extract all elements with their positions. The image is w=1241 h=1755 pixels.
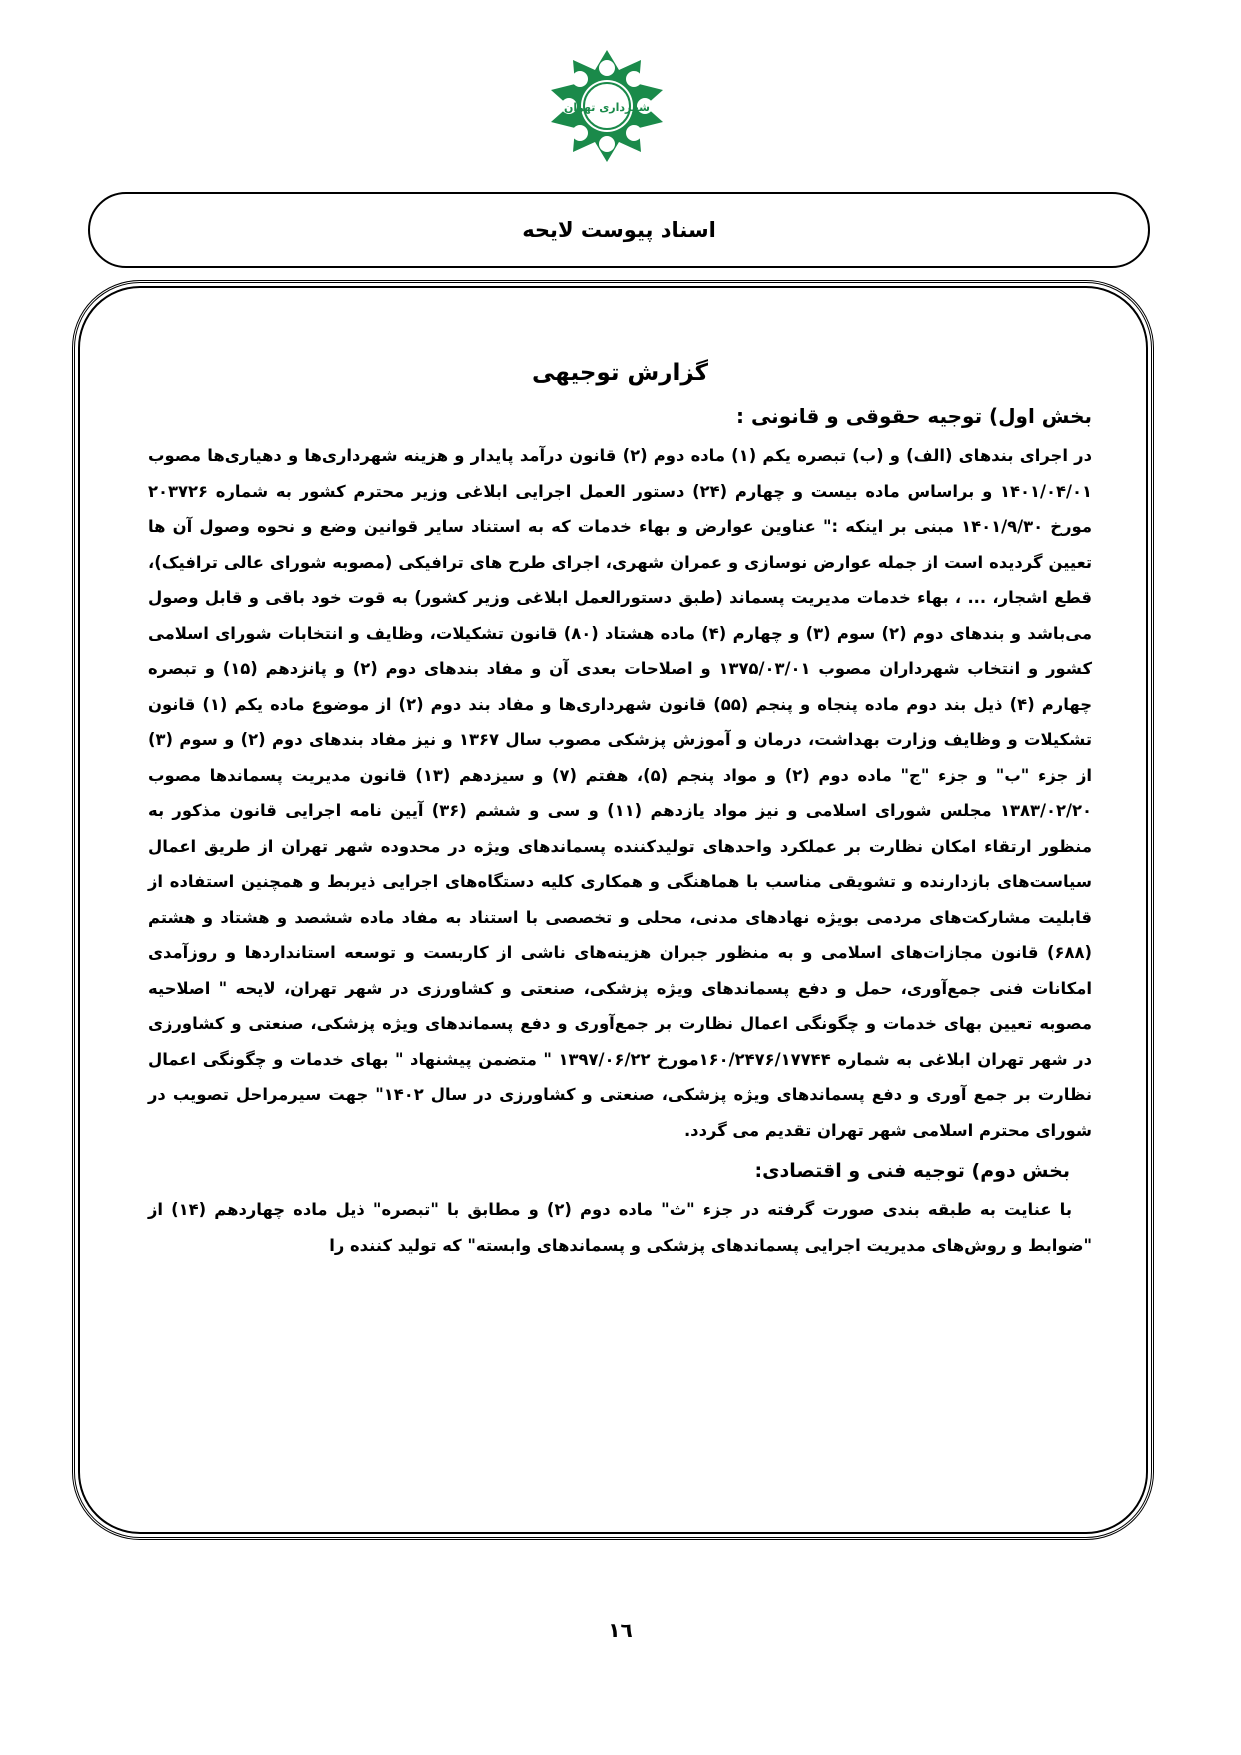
section1-body: در اجرای بندهای (الف) و (ب) تبصره یکم (۱) ماده دوم (۲) قانون درآمد پایدار و هزینه شهرداری‌ها و دهیاری‌ها مصوب ۱۴۰۱/۰۴/۰۱ و براساس ماده بیست و چهارم (۲۴) دستور العمل اجرایی ابلاغی وزیر محترم کشور به شماره ۲۰۳۷۲۶ مورخ ۱۴۰۱/۹/۳۰ مبنی بر اینکه :" عناوین عوارض و بهاء خدمات که به استناد سایر قوانین وضع و نحوه وصول آن ها تعیین گردیده است از جمله عوارض نوسازی و عمران شهری، اجرای طرح های ترافیکی (مصوبه شورای عالی ترافیک)، قطع اشجار، ... ، بهاء خدمات مدیریت پسماند (طبق دستورالعمل ابلاغی وزیر کشور) به قوت خود باقی و قابل وصول می‌باشد و بندهای دوم (۲) سوم (۳) و چهارم (۴) ماده هشتاد (۸۰) قانون تشکیلات، وظایف و انتخابات شورای اسلامی کشور و انتخاب شهرداران مصوب ۱۳۷۵/۰۳/۰۱ و اصلاحات بعدی آن و مفاد بندهای دوم (۲) و پانزدهم (۱۵) و تبصره چهارم (۴) ذیل بند دوم ماده پنجاه و پنجم (۵۵) قانون شهرداری‌ها و مفاد بند دوم (۲) از موضوع ماده یکم (۱) قانون تشکیلات و وظایف وزارت بهداشت، درمان و آموزش پزشکی مصوب سال ۱۳۶۷ و نیز مفاد بندهای دوم (۲) و سوم (۳) از جزء "ب" و جزء "ج" ماده دوم (۲) و مواد پنجم (۵)، هفتم (۷) و سیزدهم (۱۳) قانون مدیریت پسماندها مصوب ۱۳۸۳/۰۲/۲۰ مجلس شورای اسلامی و نیز مواد یازدهم (۱۱) و سی و ششم (۳۶) آیین نامه اجرایی قانون مذکور به منظور ارتقاء امکان نظارت بر عملکرد واحدهای تولیدکننده پسماندهای ویژه در محدوده شهر تهران از طریق اعمال سیاست‌های بازدارنده و تشویقی مناسب با هماهنگی و همکاری کلیه دستگاه‌های اجرایی ذیربط و همچنین استفاده از قابلیت مشارکت‌های مردمی بویژه نهادهای مدنی، محلی و تخصصی با استناد به مفاد ماده ششصد و هشتاد و هشتم (۶۸۸) قانون مجازات‌های اسلامی و به منظور جبران هزینه‌های ناشی از کاربست و توسعه استانداردها و روزآمدی امکانات فنی جمع‌آوری، حمل و دفع پسماندهای ویژه پزشکی، صنعتی و کشاورزی در شهر تهران، لایحه " اصلاحیه مصوبه تعیین بهای خدمات و چگونگی اعمال نظارت بر جمع‌آوری و دفع پسماندهای ویژه پزشکی، صنعتی و کشاورزی در شهر تهران ابلاغی به شماره ۱۶۰/۲۴۷۶/۱۷۷۴۴مورخ ۱۳۹۷/۰۶/۲۲ " متضمن پیشنهاد " بهای خدمات و چگونگی اعمال نظارت بر جمع آوری و دفع پسماندهای ویژه پزشکی، صنعتی و کشاورزی در سال ۱۴۰۲" جهت سیرمراحل تصویب در شورای محترم اسلامی شهر تهران تقدیم می گردد. [148,446,1093,1140]
header-box [88,192,1150,268]
section2-heading: بخش دوم) توجیه فنی و اقتصادی: [754,1160,1070,1182]
section1-heading: بخش اول) توجیه حقوقی و قانونی : [735,404,1092,428]
header-title: اسناد پیوست لایحه [522,218,716,242]
report-content [148,360,1092,1263]
report-title: گزارش توجیهی [531,360,709,386]
logo-icon [549,48,665,164]
section2-body: با عنایت به طبقه بندی صورت گرفته در جزء "ث" ماده دوم (۲) و مطابق با "تبصره" ذیل ماده چهاردهم (۱۴) از "ضوابط و روش‌های مدیریت اجرایی پسماندهای پزشکی و پسماندهای وابسته" که تولید کننده را [148,1200,1092,1255]
svg-text:شهرداری تهران: شهرداری تهران [564,101,650,114]
tehran-municipality-logo [549,48,665,164]
page-number: ١٦ [608,1618,633,1642]
